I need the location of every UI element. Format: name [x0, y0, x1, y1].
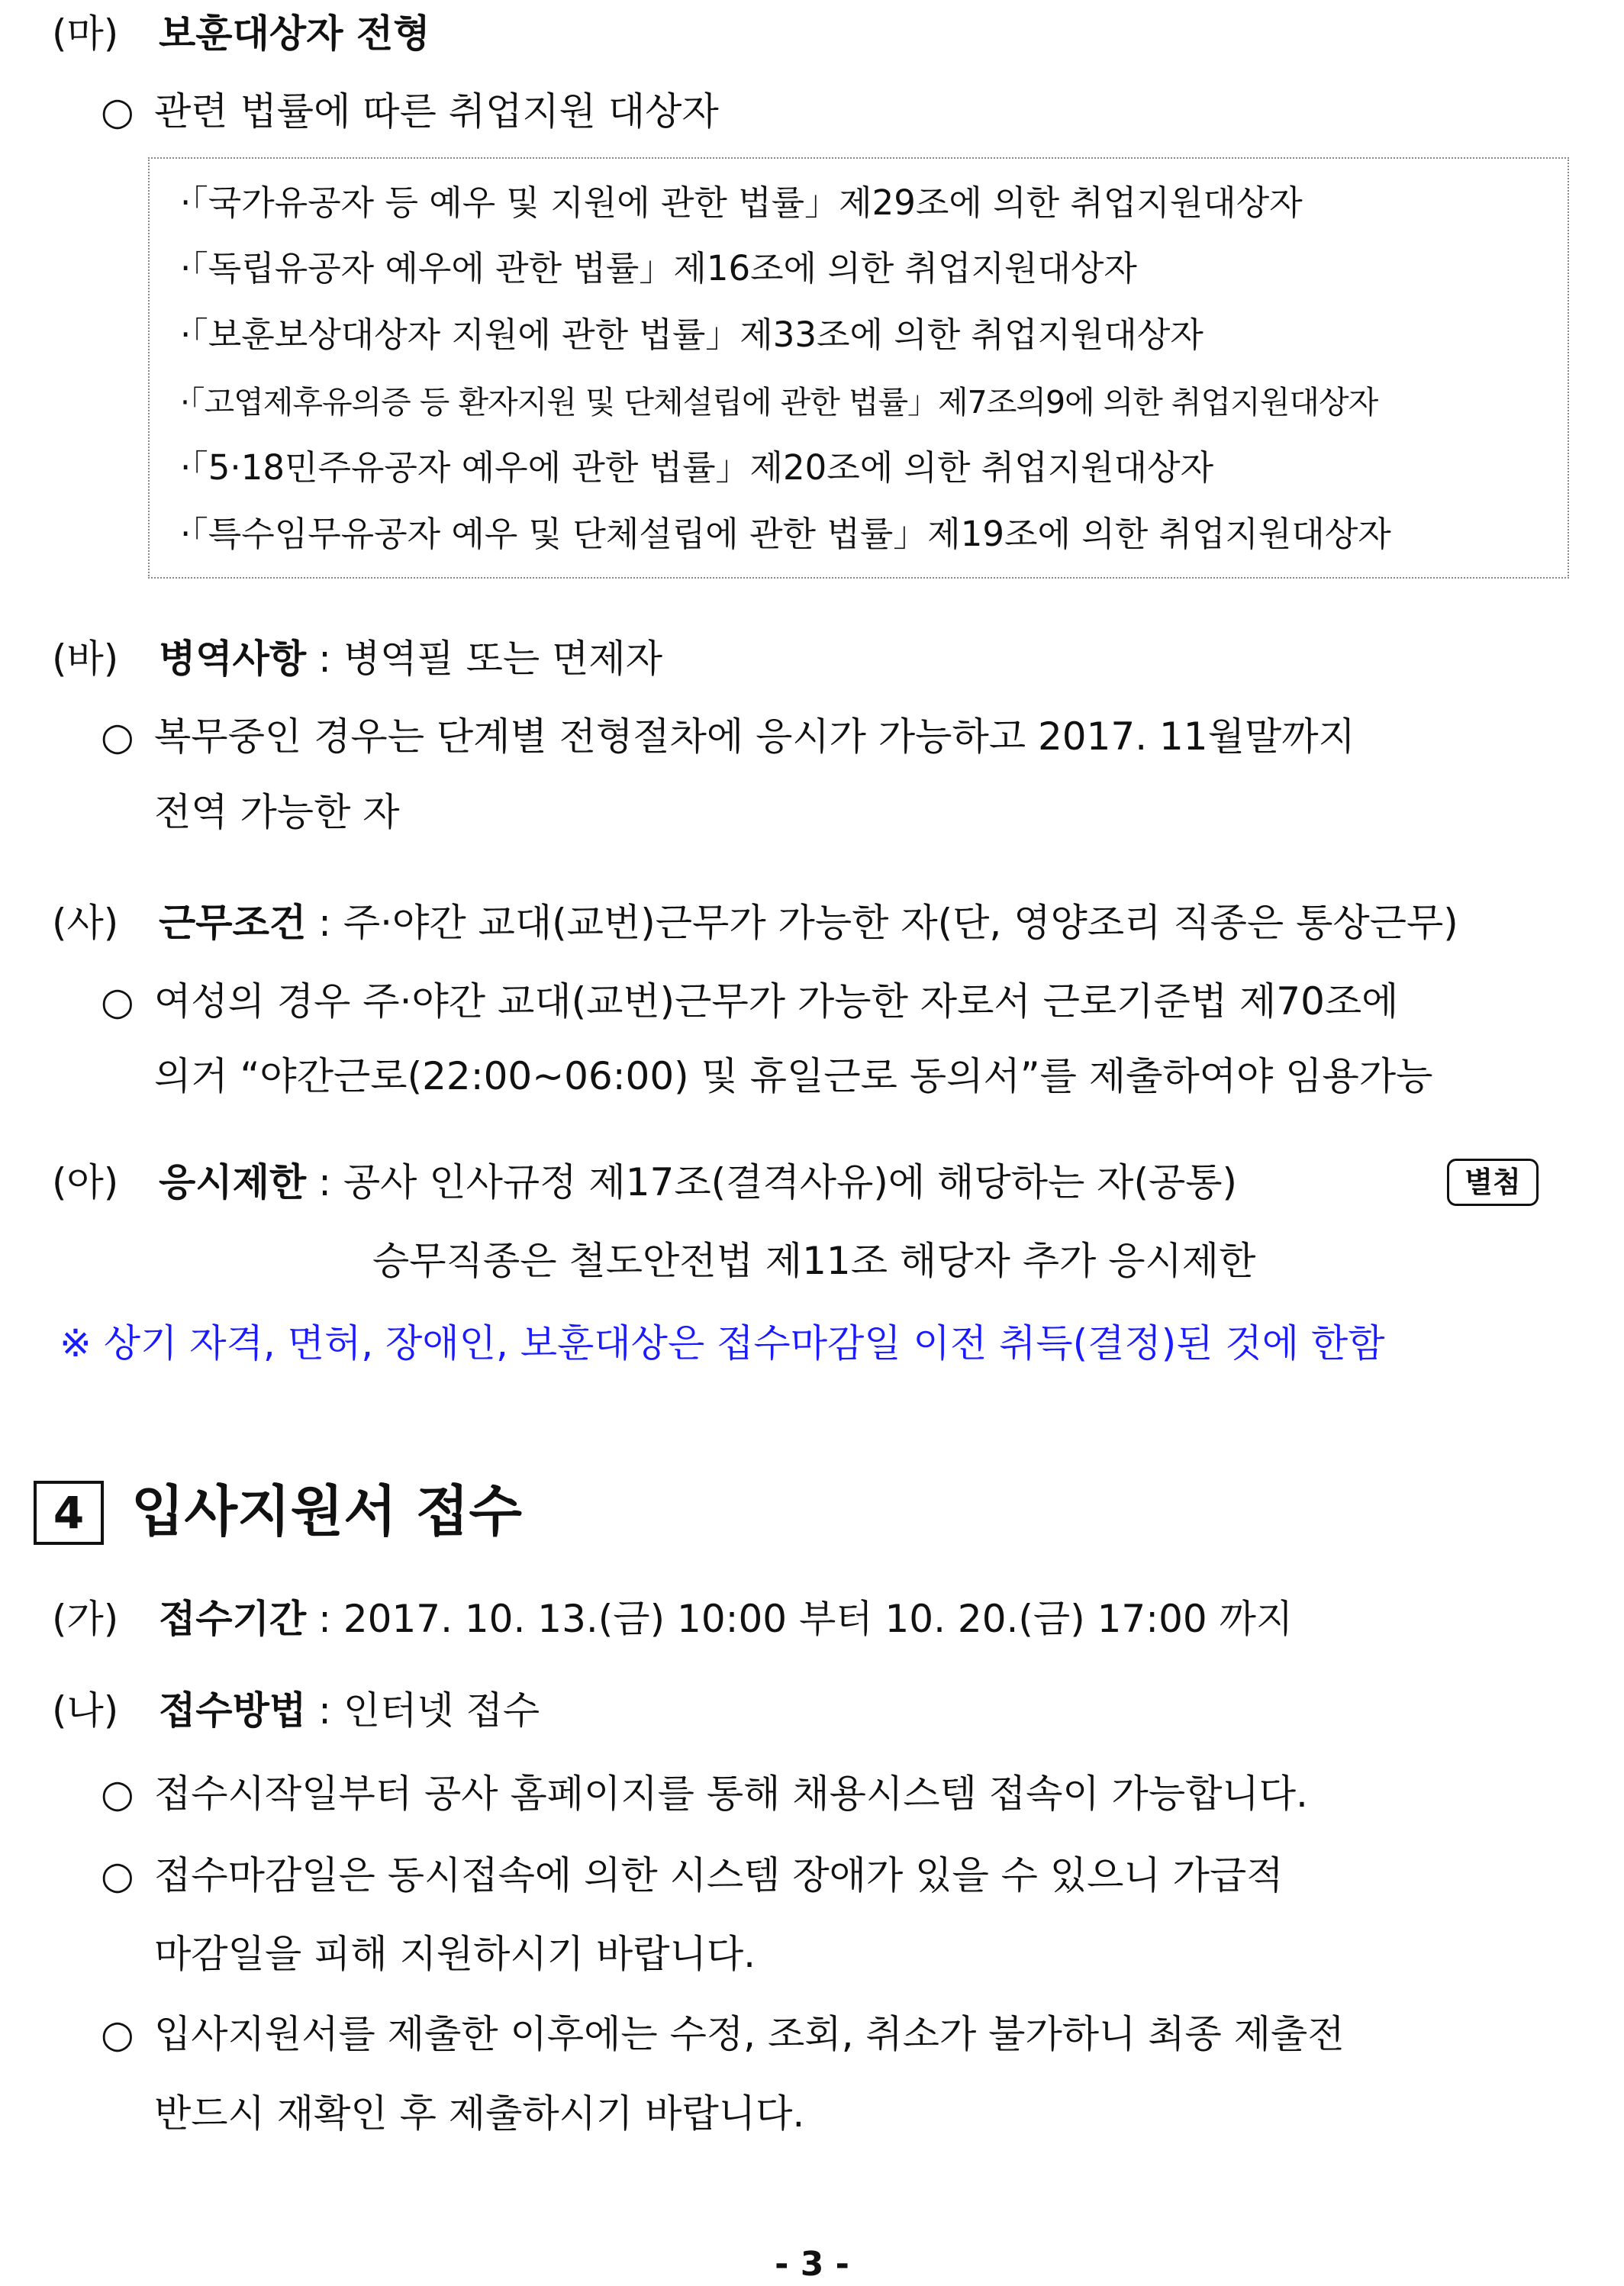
section-sa-heading [52, 898, 1458, 947]
section-ga-title: 접수기간 [159, 1597, 307, 1641]
section-na-heading [52, 1686, 540, 1735]
section-na-b2-line2: 마감일을 피해 지원하시기 바랍니다. [154, 1932, 756, 1976]
section-ma-bullet-line [101, 87, 719, 136]
section-ba-heading [52, 634, 662, 683]
section-a-label: (아) [52, 1160, 119, 1204]
section-ba-line1: 복무중인 경우는 단계별 전형절차에 응시가 가능하고 2017. 11월말까지 [154, 714, 1355, 759]
section-ga-label: (가) [52, 1597, 119, 1641]
section-number-box: 4 [34, 1481, 104, 1545]
section-sa-text: : 주·야간 교대(교번)근무가 가능한 자(단, 영양조리 직종은 통상근무) [306, 901, 1458, 945]
section-title: 입사지원서 접수 [131, 1479, 522, 1543]
law-item: ·「국가유공자 등 예우 및 지원에 관한 법률」제29조에 의한 취업지원대상자 [180, 182, 1303, 223]
section-ma-heading [52, 9, 430, 58]
page-number: - 3 - [775, 2245, 849, 2284]
section-a-text: : 공사 인사규정 제17조(결격사유)에 해당하는 자(공통) [306, 1160, 1238, 1204]
law-item: ·「보훈보상대상자 지원에 관한 법률」제33조에 의한 취업지원대상자 [180, 314, 1204, 355]
attachment-badge: 별첨 [1447, 1159, 1539, 1206]
section-a-line2: 승무직종은 철도안전법 제11조 해당자 추가 응시제한 [372, 1239, 1256, 1283]
circle-bullet: ○ [101, 979, 134, 1024]
law-item: ·「독립유공자 예우에 관한 법률」제16조에 의한 취업지원대상자 [180, 248, 1137, 289]
section-na-text: : 인터넷 접수 [306, 1688, 540, 1733]
section-a-title: 응시제한 [159, 1160, 307, 1204]
law-item: ·「5·18민주유공자 예우에 관한 법률」제20조에 의한 취업지원대상자 [180, 447, 1214, 488]
circle-bullet: ○ [101, 1853, 134, 1897]
section-ba-label: (바) [52, 637, 119, 681]
section-na-title: 접수방법 [159, 1688, 307, 1733]
section-na-b3-line2: 반드시 재확인 후 제출하시기 바랍니다. [154, 2091, 805, 2136]
section-ma-bullet-text: 관련 법률에 따른 취업지원 대상자 [154, 89, 719, 134]
section-sa-line1: 여성의 경우 주·야간 교대(교번)근무가 가능한 자로서 근로기준법 제70조에 [154, 979, 1399, 1024]
section-ma-label: (마) [52, 11, 119, 56]
section-ba-bullet-line [101, 712, 1355, 761]
section-sa-line2: 의거 “야간근로(22:00~06:00) 및 휴일근로 동의서”를 제출하여야 임용가능 [154, 1054, 1433, 1098]
section-ba-line2: 전역 가능한 자 [154, 790, 400, 834]
law-item: ·「특수임무유공자 예우 및 단체설립에 관한 법률」제19조에 의한 취업지원대상자 [180, 514, 1391, 554]
section-sa-label: (사) [52, 901, 119, 945]
section-a-heading [52, 1158, 1237, 1207]
section-na-label: (나) [52, 1688, 119, 1733]
section-na-bullet-3 [101, 2010, 1345, 2059]
section-na-bullet-2 [101, 1851, 1284, 1900]
section-na-bullet-1 [101, 1769, 1308, 1818]
section-ba-text: : 병역필 또는 면제자 [306, 637, 663, 681]
section-ba-title: 병역사항 [159, 637, 307, 681]
section-na-b1: 접수시작일부터 공사 홈페이지를 통해 채용시스템 접속이 가능합니다. [154, 1772, 1308, 1816]
circle-bullet: ○ [101, 1772, 134, 1816]
section-sa-title: 근무조건 [159, 901, 307, 945]
section-ga-heading [52, 1594, 1293, 1643]
law-item: ·「고엽제후유의증 등 환자지원 및 단체설립에 관한 법률」제7조의9에 의한 취업지원대상자 [180, 384, 1378, 421]
note-text: ※ 상기 자격, 면허, 장애인, 보훈대상은 접수마감일 이전 취득(결정)된 것에 한함 [60, 1321, 1385, 1365]
section-ma-title: 보훈대상자 전형 [159, 11, 430, 56]
section-ga-text: : 2017. 10. 13.(금) 10:00 부터 10. 20.(금) 17:00 까지 [306, 1597, 1294, 1641]
section-na-b3-line1: 입사지원서를 제출한 이후에는 수정, 조회, 취소가 불가하니 최종 제출전 [154, 2012, 1345, 2056]
circle-bullet: ○ [101, 2012, 134, 2056]
circle-bullet: ○ [101, 89, 134, 134]
circle-bullet: ○ [101, 714, 134, 759]
section-sa-bullet-line [101, 977, 1398, 1026]
section-na-b2-line1: 접수마감일은 동시접속에 의한 시스템 장애가 있을 수 있으니 가급적 [154, 1853, 1284, 1897]
